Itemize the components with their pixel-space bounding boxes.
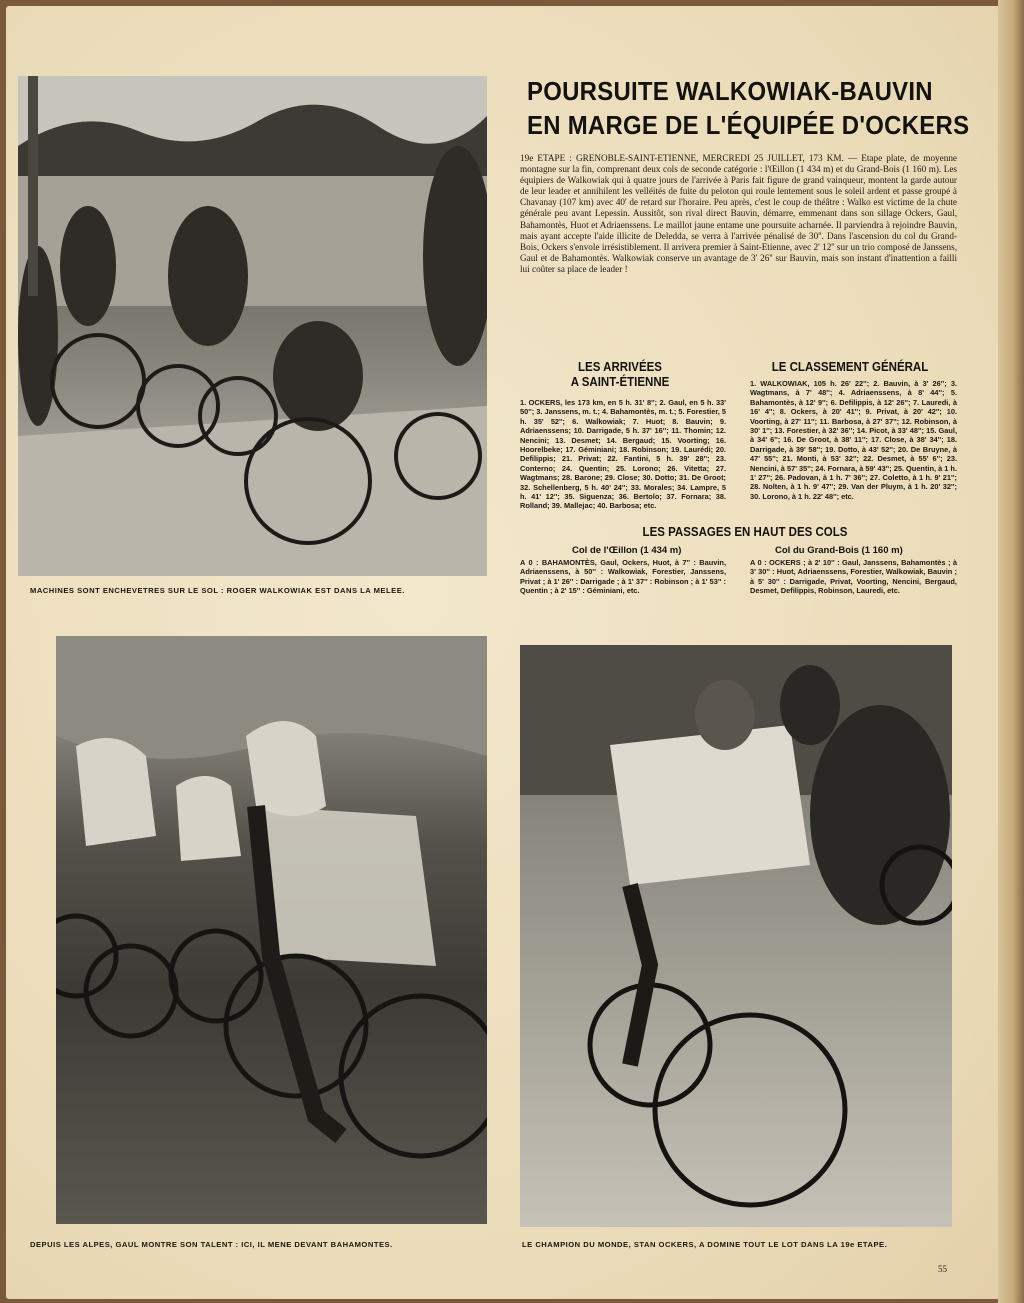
article-title-line1: POURSUITE WALKOWIAK-BAUVIN bbox=[527, 76, 933, 106]
page-spine bbox=[998, 0, 1024, 1303]
col1-title: Col de l'Œillon (1 434 m) bbox=[572, 545, 682, 556]
caption-bottom-right-photo: LE CHAMPION DU MONDE, STAN OCKERS, A DOMINE TOUT LE LOT DANS LA 19e ETAPE. bbox=[522, 1240, 888, 1249]
photo-crash-melee bbox=[18, 76, 487, 576]
photo-ockers-climbing bbox=[520, 645, 952, 1227]
classement-results: 1. WALKOWIAK, 105 h. 26' 22''; 2. Bauvin, à 3' 26''; 3. Wagtmans, à 7' 48''; 4. Adriaenssens, à 8' 44''; 5. Bahamontès, à 12' 9''; 6. Defilippis, à 12' 26''; 7. Lauredi, à 16' 4''; 8. Ockers, à 20' 41''; 9. Privat, à 20' 42''; 10. Voorting, à 27' 11''; 11. Barbosa, à 27' 37''; 12. Robinson, à 30' 1''; 13. Forestier, à 32' 36''; 14. Picot, à 33' 48''; 15. Gaul, à 34' 6''; 16. De Groot, à 38' 11''; 17. Close, à 38' 34''; 18. Darrigade, à 39' 58''; 19. Dotto, à 43' 52''; 20. De Bruyne, à 47' 55''; 21. Monti, à 53' 32''; 22. Desmet, à 55' 6''; 23. Nencini, à 57' 35''; 24. Fornara, à 59' 43''; 25. Quentin, à 1 h. 1' 27''; 26. Padovan, à 1 h. 7' 36''; 27. Coletto, à 1 h. 9' 21''; 28. Nolten, à 1 h. 9' 47''; 29. Van der Pluym, à 1 h. 20' 32''; 30. Lorono, à 1 h. 22' 48''; etc. bbox=[750, 379, 957, 501]
article-title-line2: EN MARGE DE L'ÉQUIPÉE D'OCKERS bbox=[527, 110, 970, 140]
arrivees-heading-line2: A SAINT-ÉTIENNE bbox=[570, 375, 670, 389]
article-intro: 19e ETAPE : GRENOBLE-SAINT-ETIENNE, MERCREDI 25 JUILLET, 173 KM. — Etape plate, de moyenne montagne sur la fin, comprenant deux cols de seconde catégorie : l'Œillon (1 434 m) et du Grand-Bois (1 160 m). Les équipiers de Walkowiak qui à quatre jours de l'arrivée à Paris fait figure de grand vainqueur, montent la garde autour de leur leader et annihilent les velléités de fuite du peloton qui roule lentement sous le soleil ardent et passe groupé à Chavanay (107 km) avec 40' de retard sur l'horaire. Peu après, c'est le coup de théâtre : Walko est victime de la chute générale peu avant Lepessin. Aussitôt, son rival direct Bauvin, démarre, emmenant dans son sillage Ockers, Gaul, Bahamontès, Huot et Adriaenssens. Le maillot jaune entame une poursuite acharnée. Il parviendra à rejoindre Bauvin, mais ayant accepte l'aide illicite de Deledda, se verra à l'arrivée pénalisé de 30''. Dans l'ascension du col du Grand-Bois, Ockers s'envole irrésistiblement. Il arrivera premier à Saint-Etienne, avec 2' 12'' sur un trio composé de Janssens, Gaul et de Bahamontès. Walkowiak conserve un avantage de 3' 26'' sur Bauvin, mais son instant d'inattention a failli lui coûter sa place de leader ! bbox=[520, 153, 957, 274]
col2-results: A 0 : OCKERS ; à 2' 10'' : Gaul, Janssens, Bahamontès ; à 3' 30'' : Huot, Adriaenssens, Forestier, Walkowiak, Bauvin ; à 5' 30'' : Darrigade, Privat, Voorting, Nencini, Bergaud, Desmet, Defilippis, Robinson, Lauredi, etc. bbox=[750, 558, 957, 596]
photo-gaul-leading bbox=[56, 636, 487, 1224]
arrivees-heading-line1: LES ARRIVÉES bbox=[578, 360, 662, 374]
col1-results: A 0 : BAHAMONTÈS, Gaul, Ockers, Huot, à 7'' : Bauvin, Adriaenssens, à 50'' : Walkowiak, Forestier, Janssens, Privat ; à 1' 26'' : Darrigade ; à 1' 37'' : Robinson ; à 1' 53'' : Quentin ; à 2' 15'' : Géminiani, etc. bbox=[520, 558, 726, 596]
caption-bottom-left-photo: DEPUIS LES ALPES, GAUL MONTRE SON TALENT : ICI, IL MENE DEVANT BAHAMONTES. bbox=[30, 1240, 393, 1249]
col2-title: Col du Grand-Bois (1 160 m) bbox=[775, 545, 903, 556]
article-title bbox=[527, 74, 970, 142]
arrivees-results: 1. OCKERS, les 173 km, en 5 h. 31' 8''; 2. Gaul, en 5 h. 33' 50''; 3. Janssens, m. t.; 4. Bahamontès, m. t.; 5. Forestier, 5 h. 35' 52''; 6. Walkowiak; 7. Huot; 8. Bauvin; 9. Adriaenssens; 10. Darrigade, 5 h. 37' 16''; 11. Thomin; 12. Nencini; 13. Desmet; 14. Bergaud; 15. Voorting; 16. Hoorelbeke; 17. Géminiani; 18. Robinson; 19. Laurédi; 20. Defilippis; 21. Privat; 22. Fantini, 5 h. 39' 28''; 23. Conterno; 24. Quentin; 25. Lorono; 26. Vitetta; 27. Wagtmans; 28. Barone; 29. Close; 30. Dotto; 31. De Groot; 32. Schellenberg, 5 h. 40' 24''; 33. Morales; 34. Lampre, 5 h. 41' 12''; 35. Siguenza; 36. Bertolo; 37. Fornara; 38. Rolland; 39. Mallejac; 40. Barbosa; etc. bbox=[520, 398, 727, 511]
passages-heading: LES PASSAGES EN HAUT DES COLS bbox=[642, 525, 848, 539]
page-number: 55 bbox=[938, 1264, 947, 1274]
arrivees-heading bbox=[528, 360, 712, 390]
caption-top-photo: MACHINES SONT ENCHEVETRES SUR LE SOL : ROGER WALKOWIAK EST DANS LA MELEE. bbox=[30, 586, 405, 595]
classement-heading: LE CLASSEMENT GÉNÉRAL bbox=[771, 360, 929, 374]
